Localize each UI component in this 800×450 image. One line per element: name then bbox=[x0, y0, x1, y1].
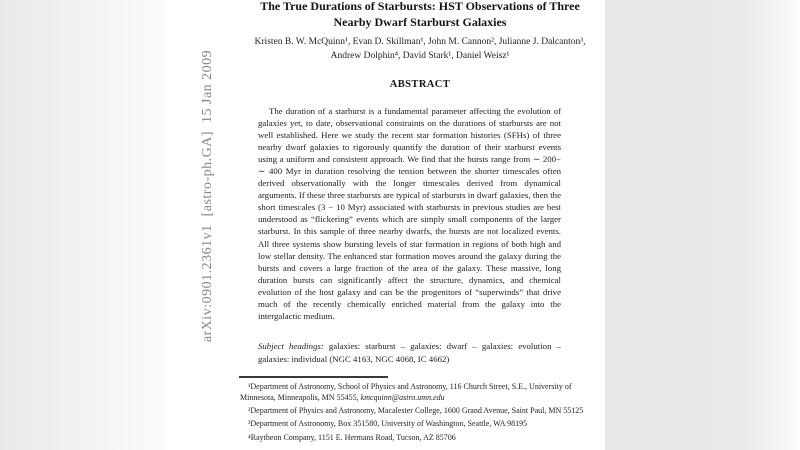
paper-title bbox=[220, 0, 620, 30]
footnote-1-email: kmcquinn@astro.umn.edu bbox=[360, 392, 445, 402]
footnote-2: ²Department of Physics and Astronomy, Macalester College, 1600 Grand Avenue, Saint Paul, MN 55125 bbox=[248, 406, 584, 416]
author-line2: Andrew Dolphin⁴, David Stark¹, Daniel Weisz¹ bbox=[330, 51, 510, 61]
abstract-heading: ABSTRACT bbox=[389, 79, 451, 90]
arxiv-watermark: arXiv:0901.2361v1 [astro-ph.GA] 15 Jan 2009 bbox=[200, 49, 215, 343]
footnote-3: ³Department of Astronomy, Box 351580, University of Washington, Seattle, WA 98195 bbox=[248, 419, 528, 429]
paper-title-line2: Nearby Dwarf Starburst Galaxies bbox=[333, 14, 507, 29]
subject-headings-text: galaxies: starburst – galaxies: dwarf – galaxies: evolution – galaxies: individual (NGC 4163, NGC 4068, IC 4662) bbox=[258, 341, 561, 364]
footnote-1-text: ¹Department of Astronomy, School of Physics and Astronomy, 116 Church Street, S.E., University of Minnesota, Minneapolis, MN 55455, bbox=[240, 382, 572, 402]
author-line1: Kristen B. W. McQuinn¹, Evan D. Skillman¹, John M. Cannon², Julianne J. Dalcanton³, bbox=[254, 37, 586, 47]
footnote-separator bbox=[239, 376, 388, 378]
subject-headings bbox=[258, 340, 561, 365]
footnote-1 bbox=[240, 382, 604, 404]
paper-title-line1: The True Durations of Starbursts: HST Observations of Three bbox=[260, 0, 580, 13]
paper-page bbox=[165, 0, 605, 450]
author-list bbox=[220, 35, 620, 63]
subject-headings-label: Subject headings: bbox=[258, 341, 324, 351]
footnote-4: ⁴Raytheon Company, 1151 E. Hermans Road, Tucson, AZ 85706 bbox=[248, 432, 456, 442]
footnotes bbox=[240, 382, 604, 446]
viewer-background-right bbox=[605, 0, 800, 450]
viewer-background-left bbox=[0, 0, 165, 450]
abstract-text: The duration of a starburst is a fundamental parameter affecting the evolution of galaxies yet, to date, observational constraints on the durations of starbursts are not well established. Here we study the recent star formation histories (SFHs) of three nearby dwarf galaxies to rigorously quantify the duration of their starburst events using a uniform and consistent approach. We find that the bursts range from ∼ 200− ∼ 400 Myr in duration resolving the tension between the shorter timescales often derived observationally with the longer timescales derived from dynamical arguments. If these three starbursts are typical of starbursts in dwarf galaxies, then the short timescales (3 − 10 Myr) associated with starbursts in previous studies are best understood as “flickering” events which are simply small components of the larger starburst. In this sample of three nearby dwarfs, the bursts are not localized events. All three systems show bursting levels of star formation in regions of both high and low stellar density. The enhanced star formation moves around the galaxy during the bursts and covers a large fraction of the area of the galaxy. These massive, long duration bursts can significantly affect the structure, dynamics, and chemical evolution of the host galaxy and can be the progenitors of “superwinds” that drive much of the recently chemically enriched material from the galaxy into the intergalactic medium. bbox=[258, 106, 561, 321]
